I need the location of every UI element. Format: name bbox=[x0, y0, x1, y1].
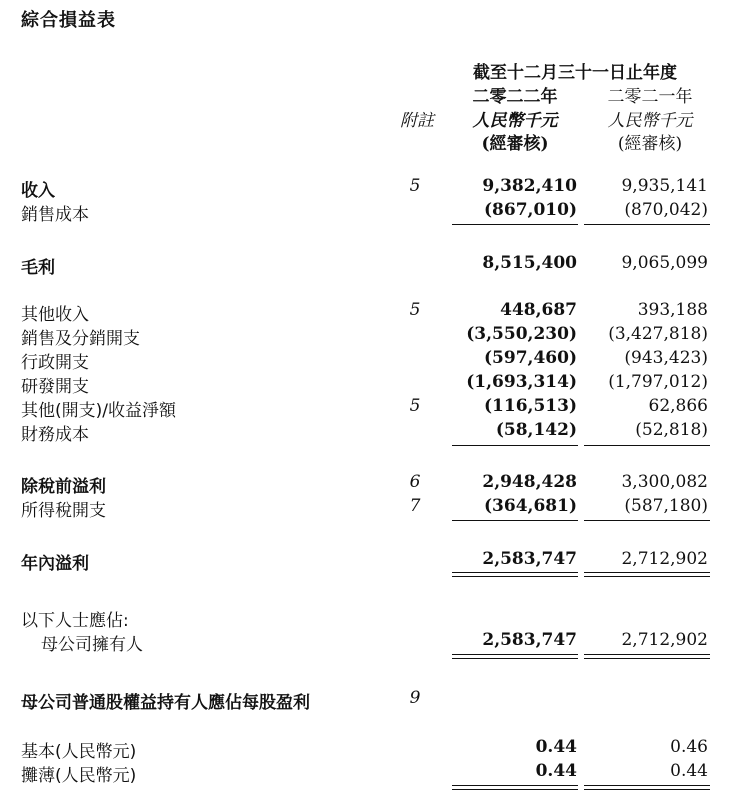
table-row bbox=[0, 630, 738, 654]
row-label: 收入 bbox=[21, 181, 55, 201]
row-note: 5 bbox=[409, 300, 421, 320]
table-row bbox=[0, 496, 738, 520]
row-current-value: 2,583,747 bbox=[482, 549, 577, 569]
row-prior-value: 3,300,082 bbox=[621, 472, 708, 492]
row-prior-value: 2,712,902 bbox=[621, 630, 708, 650]
row-label: 所得稅開支 bbox=[21, 501, 106, 521]
row-prior-value: (1,797,012) bbox=[608, 372, 708, 392]
table-row bbox=[0, 606, 738, 630]
table-row bbox=[0, 324, 738, 348]
row-current-value: 2,583,747 bbox=[482, 630, 577, 650]
row-current-value: (116,513) bbox=[484, 396, 577, 416]
subtotal-rule bbox=[584, 224, 710, 225]
subtotal-rule bbox=[452, 224, 578, 225]
table-row bbox=[0, 549, 738, 573]
row-label: 其他(開支)/收益淨額 bbox=[21, 401, 176, 421]
row-current-value: 2,948,428 bbox=[482, 472, 577, 492]
row-current-value: 0.44 bbox=[535, 761, 577, 781]
row-current-value: (58,142) bbox=[495, 420, 577, 440]
row-label: 財務成本 bbox=[21, 425, 89, 445]
total-double-rule bbox=[452, 785, 578, 790]
row-label: 母公司普通股權益持有人應佔每股盈利 bbox=[21, 693, 310, 713]
row-prior-value: 62,866 bbox=[648, 396, 708, 416]
row-current-value: (1,693,314) bbox=[466, 372, 577, 392]
row-label: 除稅前溢利 bbox=[21, 477, 106, 497]
row-label: 行政開支 bbox=[21, 353, 89, 373]
total-double-rule bbox=[452, 654, 578, 659]
row-prior-value: (870,042) bbox=[624, 200, 708, 220]
row-label: 以下人士應佔: bbox=[21, 611, 129, 631]
row-prior-value: 393,188 bbox=[637, 300, 708, 320]
subtotal-rule bbox=[452, 520, 578, 521]
table-row bbox=[0, 348, 738, 372]
current-unit-header: 人民幣千元 bbox=[472, 111, 558, 131]
note-column-header: 附註 bbox=[400, 111, 434, 131]
table-row bbox=[0, 761, 738, 785]
subtotal-rule bbox=[452, 445, 578, 446]
row-prior-value: 2,712,902 bbox=[621, 549, 708, 569]
row-label: 毛利 bbox=[21, 258, 55, 278]
subtotal-rule bbox=[584, 520, 710, 521]
row-note: 7 bbox=[409, 496, 421, 516]
row-label: 銷售成本 bbox=[21, 205, 89, 225]
prior-unit-header: 人民幣千元 bbox=[607, 111, 693, 131]
row-label: 攤薄(人民幣元) bbox=[21, 766, 137, 786]
row-current-value: 448,687 bbox=[500, 300, 577, 320]
table-row bbox=[0, 472, 738, 496]
prior-year-header: 二零二一年 bbox=[607, 87, 693, 107]
row-current-value: 8,515,400 bbox=[482, 253, 577, 273]
row-label: 其他收入 bbox=[21, 305, 89, 325]
table-row bbox=[0, 688, 738, 712]
table-row bbox=[0, 396, 738, 420]
row-prior-value: (587,180) bbox=[624, 496, 708, 516]
row-prior-value: (52,818) bbox=[635, 420, 708, 440]
total-double-rule bbox=[584, 572, 710, 577]
row-current-value: 0.44 bbox=[535, 737, 577, 757]
period-header: 截至十二月三十一日止年度 bbox=[473, 63, 677, 83]
row-label: 研發開支 bbox=[21, 377, 89, 397]
row-label: 基本(人民幣元) bbox=[21, 742, 137, 762]
table-row bbox=[0, 176, 738, 200]
row-current-value: (597,460) bbox=[484, 348, 577, 368]
row-prior-value: (3,427,818) bbox=[608, 324, 708, 344]
row-current-value: 9,382,410 bbox=[482, 176, 577, 196]
row-note: 5 bbox=[409, 396, 421, 416]
table-row bbox=[0, 300, 738, 324]
row-prior-value: (943,423) bbox=[624, 348, 708, 368]
row-prior-value: 9,935,141 bbox=[621, 176, 708, 196]
table-row bbox=[0, 200, 738, 224]
row-current-value: (3,550,230) bbox=[466, 324, 577, 344]
current-audit-header: (經審核) bbox=[481, 134, 549, 154]
page-title: 綜合損益表 bbox=[21, 10, 116, 31]
row-label: 母公司擁有人 bbox=[41, 635, 143, 655]
row-note: 9 bbox=[409, 688, 421, 708]
table-row bbox=[0, 420, 738, 444]
table-row bbox=[0, 372, 738, 396]
table-row bbox=[0, 737, 738, 761]
total-double-rule bbox=[452, 572, 578, 577]
current-year-header: 二零二二年 bbox=[472, 87, 558, 107]
row-prior-value: 0.46 bbox=[670, 737, 708, 757]
row-prior-value: 9,065,099 bbox=[621, 253, 708, 273]
row-note: 6 bbox=[409, 472, 421, 492]
total-double-rule bbox=[584, 654, 710, 659]
row-current-value: (867,010) bbox=[484, 200, 577, 220]
prior-audit-header: (經審核) bbox=[617, 134, 683, 154]
row-current-value: (364,681) bbox=[484, 496, 577, 516]
total-double-rule bbox=[584, 785, 710, 790]
table-row bbox=[0, 253, 738, 277]
row-label: 年內溢利 bbox=[21, 554, 89, 574]
row-label: 銷售及分銷開支 bbox=[21, 329, 140, 349]
row-note: 5 bbox=[409, 176, 421, 196]
subtotal-rule bbox=[584, 445, 710, 446]
row-prior-value: 0.44 bbox=[670, 761, 708, 781]
